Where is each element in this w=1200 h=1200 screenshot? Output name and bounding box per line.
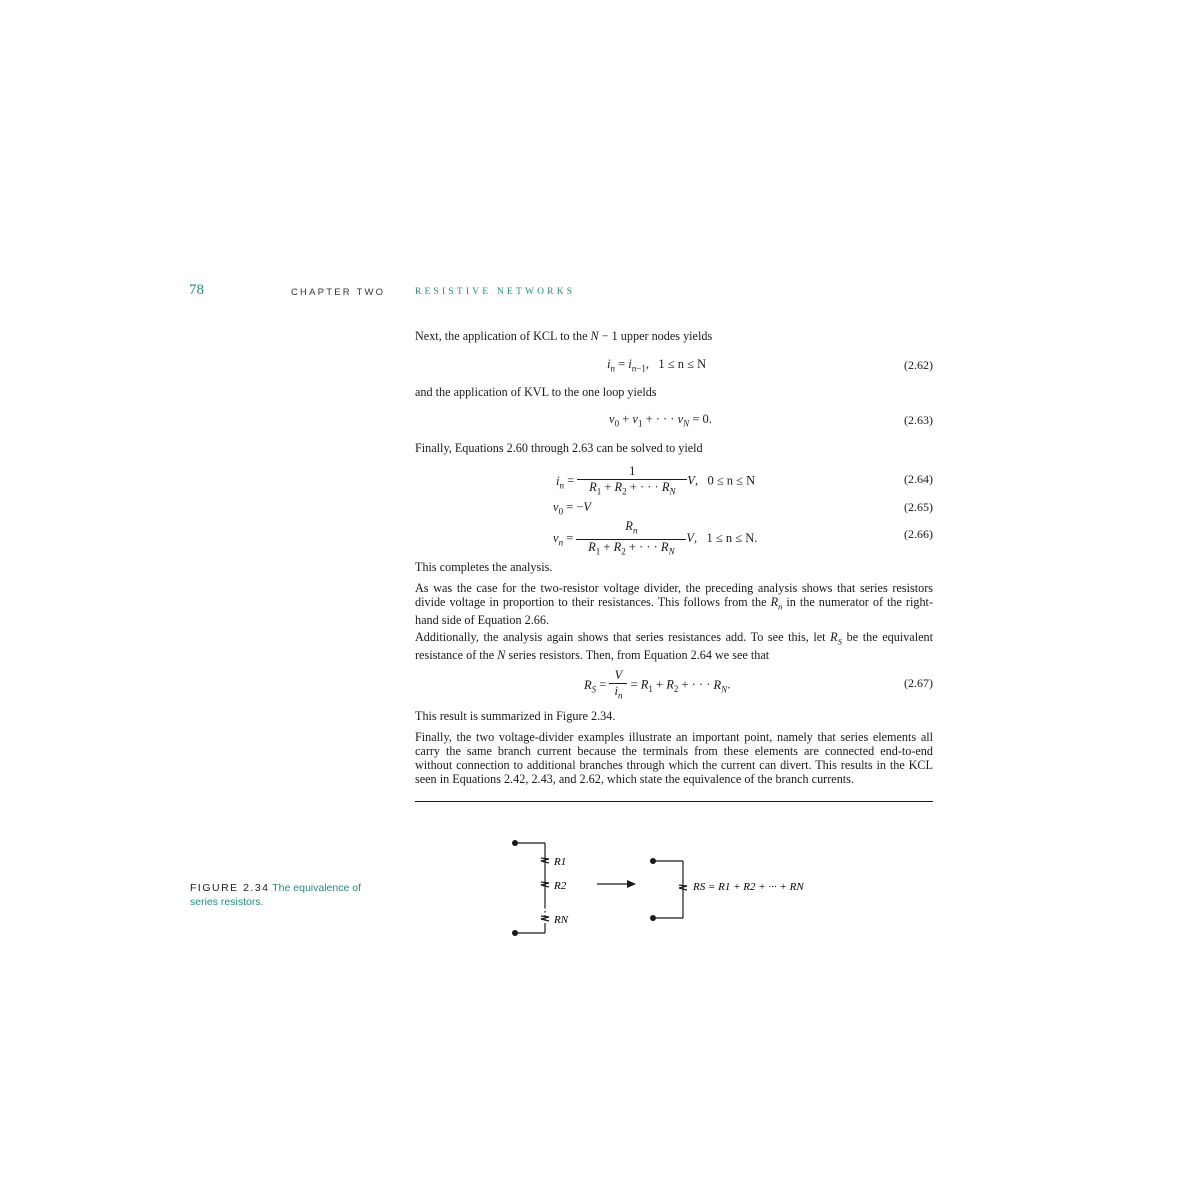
equation-2-64: $i_n$ = $\frac{1}{R_1 + R_2 + \cdot \cdot \cdot R_N}$ V, 0 ≤ n ≤ N bbox=[556, 464, 756, 497]
terminal-node-bottom bbox=[512, 930, 518, 936]
equation-number-2-67: (2.67) bbox=[904, 676, 933, 690]
paragraph-branch-current: Finally, the two voltage-divider examples illustrate an important point, namely that series elements all carry the same branch current because the terminals from these elements are connected end-to-end without connection to additional branches through which the current can divert. This results in the KCL seen in Equations 2.42, 2.43, and 2.62, which state the equivalence of the branch currents. bbox=[415, 730, 933, 786]
label-rn: RN bbox=[554, 914, 569, 926]
section-divider bbox=[415, 801, 933, 802]
equation-number-2-62: (2.62) bbox=[904, 358, 933, 372]
resistor-r2 bbox=[541, 882, 549, 887]
eq-terminal-node-top bbox=[650, 858, 656, 864]
resistor-rn bbox=[541, 916, 549, 921]
eq-terminal-node-bottom bbox=[650, 915, 656, 921]
paragraph-kcl: Next, the application of KCL to the N − 1 upper nodes yields bbox=[415, 329, 713, 343]
terminal-node-top bbox=[512, 840, 518, 846]
equation-2-66: $v_n$ = $\frac{R_n}{R_1 + R_2 + \cdot \cdot \cdot R_N}$ V, 1 ≤ n ≤ N. bbox=[553, 519, 758, 556]
equation-2-63: $v_0 + v_1$ + · · · $v_N = 0$. bbox=[609, 412, 712, 429]
equation-number-2-66: (2.66) bbox=[904, 527, 933, 541]
label-rs-equation: RS = R1 + R2 + ··· + RN bbox=[693, 881, 804, 893]
equation-2-62: $i_n = i_{n-1}$, 1 ≤ n ≤ N bbox=[607, 357, 707, 374]
page-number: 78 bbox=[189, 282, 204, 298]
resistor-rs bbox=[679, 885, 687, 890]
paragraph-completes: This completes the analysis. bbox=[415, 560, 553, 574]
equation-number-2-64: (2.64) bbox=[904, 472, 933, 486]
section-label: RESISTIVE NETWORKS bbox=[415, 287, 576, 297]
equation-2-64-condition: 0 ≤ n ≤ N bbox=[707, 473, 756, 488]
figure-caption-text: The equivalence of series resistors. bbox=[190, 882, 361, 908]
paragraph-summarized: This result is summarized in Figure 2.34. bbox=[415, 709, 616, 723]
paragraph-resistances-add: Additionally, the analysis again shows that series resistances add. To see this, let $R_S$ be the equivalent resistance of the N series resistors. Then, from Equation 2.64 we see that bbox=[415, 630, 933, 663]
paragraph-solve: Finally, Equations 2.60 through 2.63 can be solved to yield bbox=[415, 441, 703, 455]
equation-2-67: $R_S$ = $\frac{V}{i_n}$ = $R_1 + R_2$ + · · · $R_N$. bbox=[584, 668, 731, 701]
label-r2: R2 bbox=[554, 880, 567, 892]
equation-2-64-numerator: 1 bbox=[577, 464, 687, 480]
paragraph-kvl: and the application of KVL to the one loop yields bbox=[415, 385, 657, 399]
equation-2-66-condition: 1 ≤ n ≤ N. bbox=[706, 530, 758, 545]
arrow-head bbox=[627, 880, 636, 888]
figure-caption bbox=[190, 881, 390, 909]
equation-number-2-65: (2.65) bbox=[904, 500, 933, 514]
label-r1: R1 bbox=[554, 856, 567, 868]
figure-label: FIGURE 2.34 bbox=[190, 882, 270, 894]
chapter-label: CHAPTER TWO bbox=[291, 287, 386, 298]
equation-number-2-63: (2.63) bbox=[904, 413, 933, 427]
equation-2-65: $v_0 = -V$ bbox=[553, 500, 592, 517]
paragraph-divide-voltage: As was the case for the two-resistor voltage divider, the preceding analysis shows that series resistors divide voltage in proportion to their resistances. This follows from the $R_n$ in the numerator of the right-hand side of Equation 2.66. bbox=[415, 581, 933, 628]
resistor-r1 bbox=[541, 858, 549, 863]
series-resistors-figure bbox=[505, 832, 845, 942]
equation-2-62-condition: 1 ≤ n ≤ N bbox=[658, 357, 707, 371]
